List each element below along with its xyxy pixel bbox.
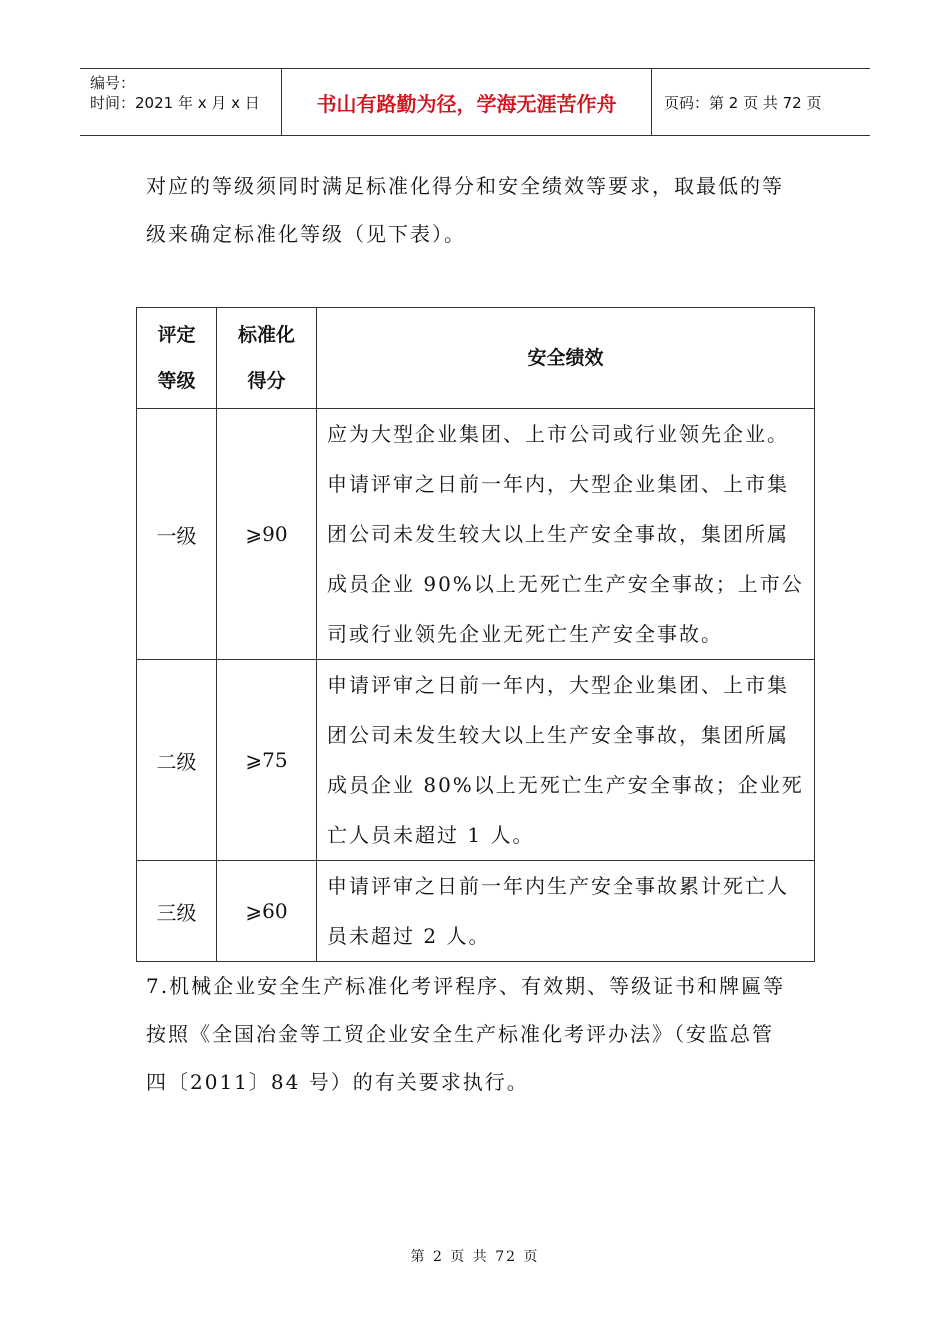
- performance-line: 申请评审之日前一年内，大型企业集团、上市集: [327, 673, 789, 697]
- performance-line: 团公司未发生较大以上生产安全事故，集团所属: [327, 723, 789, 747]
- section-7-line: 四〔2011〕84 号）的有关要求执行。: [146, 1070, 529, 1094]
- table-row: [137, 861, 815, 962]
- grade-cell: 三级: [137, 861, 217, 962]
- score-cell: ⩾60: [217, 861, 317, 962]
- header-grade-line: 评定: [157, 324, 196, 346]
- performance-cell: [317, 861, 815, 962]
- header-page-info: 页码：第 2 页 共 72 页: [664, 93, 822, 112]
- header-score-line: 得分: [247, 370, 286, 392]
- table-row: [137, 660, 815, 861]
- section-7-line: 7.机械企业安全生产标准化考评程序、有效期、等级证书和牌匾等: [146, 974, 786, 998]
- performance-line: 亡人员未超过 1 人。: [327, 823, 535, 847]
- score-cell: ⩾75: [217, 660, 317, 861]
- header-grade: [137, 308, 217, 409]
- intro-line: 对应的等级须同时满足标准化得分和安全绩效等要求，取最低的等: [146, 174, 784, 198]
- performance-line: 申请评审之日前一年内，大型企业集团、上市集: [327, 472, 789, 496]
- score-cell: ⩾90: [217, 409, 317, 660]
- intro-line: 级来确定标准化等级（见下表）。: [146, 222, 466, 246]
- section-7-paragraph: [146, 962, 806, 1106]
- table-row: [137, 409, 815, 660]
- performance-line: 司或行业领先企业无死亡生产安全事故。: [327, 622, 723, 646]
- document-date: 时间：2021 年 x 月 x 日: [90, 94, 260, 112]
- section-7-line: 按照《全国冶金等工贸企业安全生产标准化考评办法》（安监总管: [146, 1022, 774, 1046]
- header-performance: 安全绩效: [317, 308, 815, 409]
- performance-cell: [317, 660, 815, 861]
- grade-cell: 一级: [137, 409, 217, 660]
- performance-line: 团公司未发生较大以上生产安全事故，集团所属: [327, 522, 789, 546]
- intro-paragraph: [146, 162, 806, 258]
- header-grade-line: 等级: [157, 370, 196, 392]
- performance-line: 申请评审之日前一年内生产安全事故累计死亡人: [327, 874, 789, 898]
- page-header: [80, 68, 870, 136]
- header-slogan: 书山有路勤为径，学海无涯苦作舟: [282, 69, 652, 135]
- grade-table: [136, 307, 815, 962]
- document-number-label: 编号：: [90, 74, 136, 92]
- grade-cell: 二级: [137, 660, 217, 861]
- table-header-row: [137, 308, 815, 409]
- header-meta: [80, 69, 282, 135]
- performance-line: 成员企业 90%以上无死亡生产安全事故；上市公: [327, 572, 804, 596]
- header-score: [217, 308, 317, 409]
- page-footer: 第 2 页 共 72 页: [410, 1249, 540, 1265]
- performance-cell: [317, 409, 815, 660]
- performance-line: 应为大型企业集团、上市公司或行业领先企业。: [327, 422, 789, 446]
- performance-line: 员未超过 2 人。: [327, 924, 491, 948]
- header-score-line: 标准化: [237, 324, 295, 346]
- performance-line: 成员企业 80%以上无死亡生产安全事故；企业死: [327, 773, 804, 797]
